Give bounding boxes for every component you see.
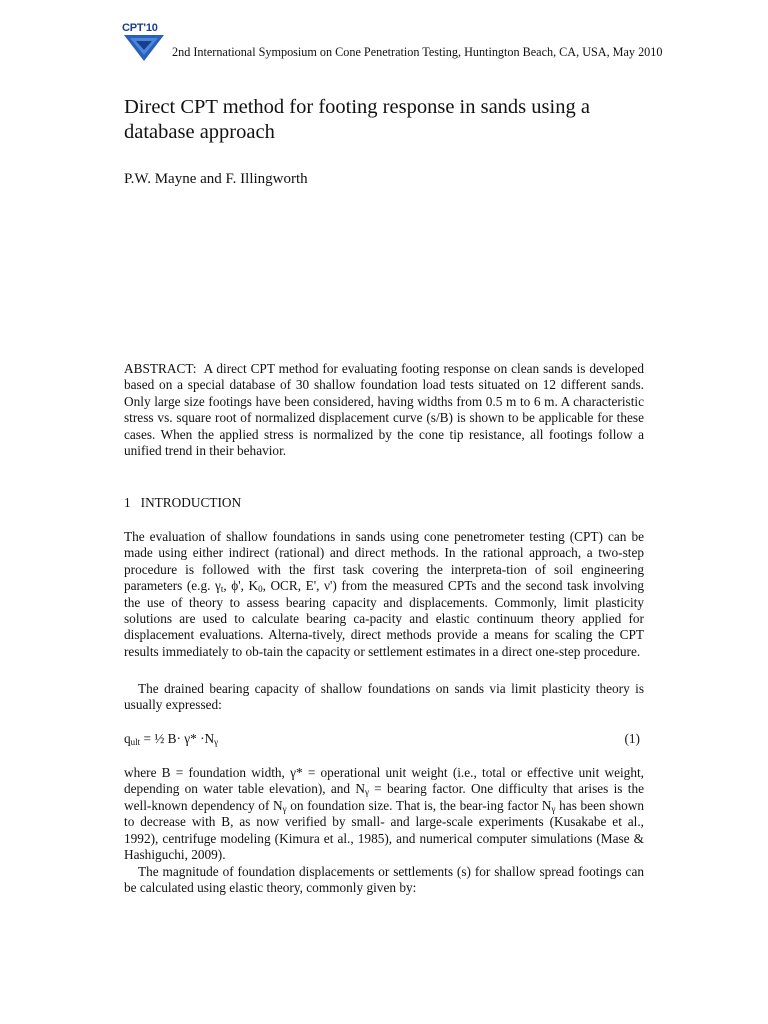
text-run: , OCR, E', ν') from the measured CPTs and the second task involving the use of theory to assess bearing capacity and displacements. Commonly, limit plasticity solutions are used to calculate bearing ca-pacity and elastic continuum theory applied for displacement evaluations. Alterna-tively, direct methods provide a means for scaling the CPT results immediately to ob-tain the capacity or settlement estimates in a direct one-step procedure. <box>124 578 644 659</box>
abstract-text: A direct CPT method for evaluating footing response on clean sands is developed based on a special database of 30 shallow foundation load tests situated on 12 different sands. Only large size footings have been considered, having widths from 0.5 m to 6 m. A characteristic stress vs. square root of normalized displacement curve (s/B) is shown to be applicable for these cases. When the applied stress is normalized by the cone tip resistance, all footings follow a unified trend in their behavior. <box>124 361 644 459</box>
subscript: t <box>220 584 224 595</box>
text-run: = bearing factor. One difficulty that arises is the well-known dependency of N <box>124 781 644 813</box>
logo-text: CPT'10 <box>122 22 158 34</box>
intro-paragraph-1 <box>124 529 644 660</box>
conference-header: 2nd International Symposium on Cone Penetration Testing, Huntington Beach, CA, USA, May 2010 <box>172 45 663 59</box>
section-number: 1 <box>124 495 131 510</box>
subscript: γ <box>214 737 219 747</box>
subscript: γ <box>364 787 369 798</box>
eq-body: = ½ B· γ* ·N <box>140 731 215 746</box>
logo-triangle-icon <box>124 35 164 61</box>
section-heading <box>124 495 644 511</box>
intro-paragraph-4: The magnitude of foundation displacements or settlements (s) for shallow spread footings can be calculated using elastic theory, commonly given by: <box>124 864 644 896</box>
paper-title: Direct CPT method for footing response in sands using a database approach <box>124 96 590 143</box>
intro-paragraph-2: The drained bearing capacity of shallow foundations on sands via limit plasticity theory is usually expressed: <box>124 681 644 713</box>
cpt10-logo <box>122 22 166 62</box>
text-run: on foundation size. That is, the bear-ing factor N <box>286 797 552 813</box>
subscript: γ <box>282 803 287 814</box>
abstract <box>124 361 644 459</box>
eq-symbol: q <box>124 731 131 746</box>
section-title: INTRODUCTION <box>140 495 242 510</box>
text-run: has been shown to decrease with B, as now verified by small- and large-scale experiments (Kusakabe et al., 1992), centrifuge modeling (Kimura et al., 1985), and numerical computer simulations (Mase & Hashiguchi, 2009). <box>124 797 644 863</box>
subscript: 0 <box>258 584 263 595</box>
equation-number: (1) <box>624 731 640 746</box>
paper-authors: P.W. Mayne and F. Illingworth <box>124 171 308 187</box>
equation-1 <box>124 731 644 747</box>
abstract-label: ABSTRACT: <box>124 361 197 376</box>
text-run: where B = foundation width, γ* = operational unit weight (i.e., total or effective unit weight, depending on water table elevation), and N <box>124 765 644 797</box>
intro-paragraph-3 <box>124 765 644 863</box>
subscript: ult <box>130 737 141 747</box>
text-run: The evaluation of shallow foundations in sands using cone penetrometer testing (CPT) can be made using either indirect (rational) and direct methods. In the rational approach, a two-step procedure is followed with the first task covering the interpreta-tion of soil engineering parameters (e.g. γ <box>124 529 644 594</box>
text-run: , ϕ', K <box>223 578 259 594</box>
subscript: γ <box>551 803 556 814</box>
